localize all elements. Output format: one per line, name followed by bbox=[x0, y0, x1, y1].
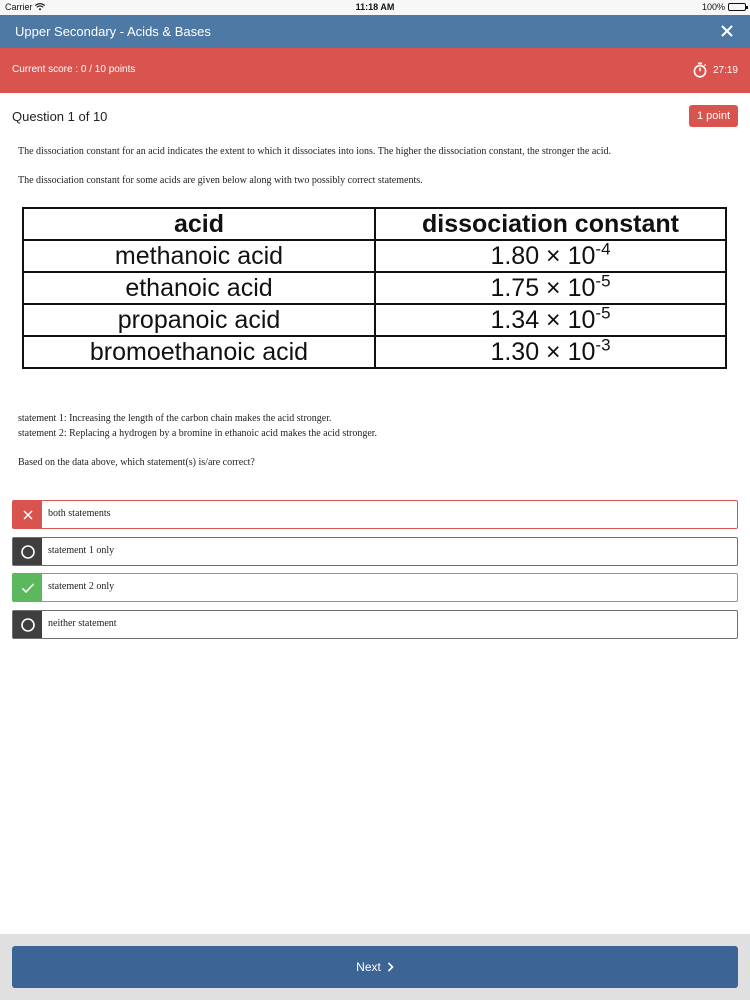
score-bar bbox=[0, 48, 750, 93]
question-prompt: Based on the data above, which statement(s) is/are correct? bbox=[18, 457, 255, 468]
question-context: The dissociation constant for some acids are given below along with two possibly correct statements. bbox=[18, 175, 423, 186]
acid-constant: $1.34 \times 10^{-5}$ bbox=[375, 304, 726, 336]
chevron-right-icon bbox=[387, 962, 394, 972]
battery-indicator bbox=[702, 2, 746, 12]
current-score: Current score : 0 / 10 points bbox=[12, 64, 136, 75]
option-label: both statements bbox=[48, 508, 111, 519]
stopwatch-icon bbox=[693, 62, 707, 78]
cross-icon bbox=[22, 509, 34, 521]
battery-icon bbox=[728, 3, 746, 11]
radio-circle-icon bbox=[20, 617, 36, 633]
unselected-marker bbox=[13, 611, 42, 638]
acid-constant: $1.75 \times 10^{-5}$ bbox=[375, 272, 726, 304]
option-statement-2-only[interactable] bbox=[12, 573, 738, 602]
nav-bar bbox=[0, 15, 750, 48]
option-label: statement 2 only bbox=[48, 581, 115, 592]
question-header bbox=[12, 105, 738, 127]
footer bbox=[0, 934, 750, 1000]
table-header-acid: acid bbox=[23, 208, 375, 240]
dissociation-table bbox=[22, 207, 727, 369]
radio-circle-icon bbox=[20, 544, 36, 560]
clock: 11:18 AM bbox=[355, 2, 395, 12]
table-row bbox=[23, 304, 726, 336]
table-row bbox=[23, 336, 726, 368]
status-bar bbox=[0, 0, 750, 15]
timer bbox=[693, 62, 738, 78]
acid-name: propanoic acid bbox=[23, 304, 375, 336]
points-badge: 1 point bbox=[689, 105, 738, 127]
close-icon[interactable] bbox=[718, 22, 736, 40]
next-button[interactable] bbox=[12, 946, 738, 988]
quiz-title: Upper Secondary - Acids & Bases bbox=[15, 24, 211, 39]
acid-name: ethanoic acid bbox=[23, 272, 375, 304]
table-header-constant: dissociation constant bbox=[375, 208, 726, 240]
correct-answer-marker bbox=[13, 574, 42, 601]
table-header-row bbox=[23, 208, 726, 240]
checkmark-icon bbox=[21, 582, 35, 594]
wrong-answer-marker bbox=[13, 501, 42, 528]
option-neither-statement[interactable] bbox=[12, 610, 738, 639]
table-row bbox=[23, 272, 726, 304]
option-label: statement 1 only bbox=[48, 545, 115, 556]
question-number: Question 1 of 10 bbox=[12, 109, 108, 124]
option-statement-1-only[interactable] bbox=[12, 537, 738, 566]
statement-2: statement 2: Replacing a hydrogen by a bromine in ethanoic acid makes the acid stronger. bbox=[18, 428, 378, 439]
option-label: neither statement bbox=[48, 618, 117, 629]
timer-value: 27:19 bbox=[712, 64, 738, 76]
unselected-marker bbox=[13, 538, 42, 565]
battery-percent: 100% bbox=[701, 2, 725, 12]
next-button-label: Next bbox=[356, 960, 381, 974]
question-intro: The dissociation constant for an acid indicates the extent to which it dissociates into ions. The higher the dissociation constant, the stronger the acid. bbox=[18, 146, 612, 157]
acid-name: bromoethanoic acid bbox=[23, 336, 375, 368]
carrier-text: Carrier bbox=[5, 2, 33, 12]
table-row bbox=[23, 240, 726, 272]
acid-constant: $1.80 \times 10^{-4}$ bbox=[375, 240, 726, 272]
acid-name: methanoic acid bbox=[23, 240, 375, 272]
statement-1: statement 1: Increasing the length of the carbon chain makes the acid stronger. bbox=[18, 413, 332, 424]
acid-constant: $1.30 \times 10^{-3}$ bbox=[375, 336, 726, 368]
option-both-statements[interactable] bbox=[12, 500, 738, 529]
